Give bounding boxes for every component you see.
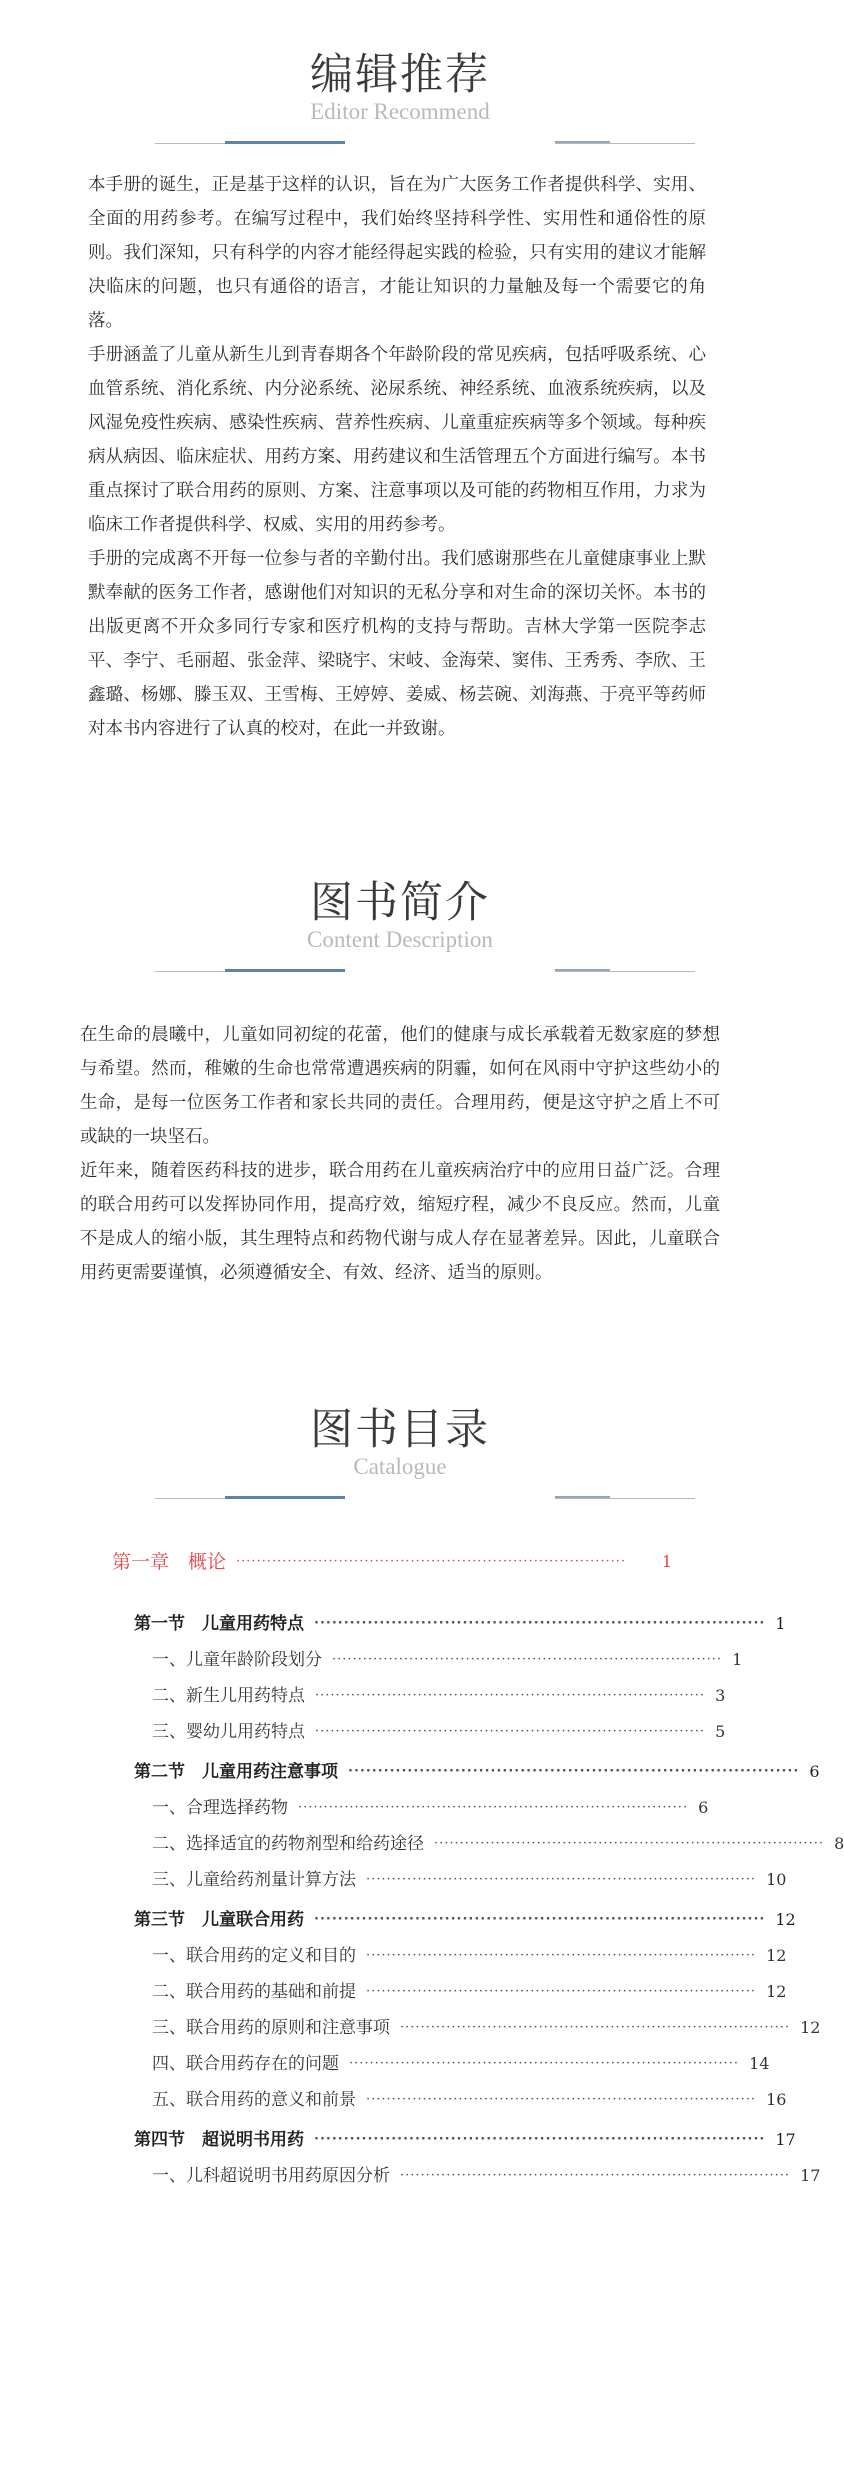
toc-page-number: 12 bbox=[766, 1946, 787, 1965]
toc-leader: ············································································ bbox=[349, 2056, 740, 2071]
toc-leader: ············································································ bbox=[314, 1616, 766, 1631]
editor-heading bbox=[0, 45, 800, 165]
toc-page-number: 17 bbox=[800, 2166, 821, 2185]
toc-page-number: 3 bbox=[715, 1686, 726, 1705]
toc-item-label: 五、联合用药的意义和前景 bbox=[152, 2090, 356, 2110]
editor-paragraph: 手册涵盖了儿童从新生儿到青春期各个年龄阶段的常见疾病，包括呼吸系统、心血管系统、消化系统、内分泌系统、泌尿系统、神经系统、血液系统疾病，以及风湿免疫性疾病、感染性疾病、营养性疾病、儿童重症疾病等多个领域。每种疾病从病因、临床症状、用药方案、用药建议和生活管理五个方面进行编写。本书重点探讨了联合用药的原则、方案、注意事项以及可能的药物相互作用，力求为临床工作者提供科学、权威、实用的用药参考。 bbox=[88, 345, 706, 535]
toc-section-label: 第三节 儿童联合用药 bbox=[134, 1910, 304, 1930]
heading-rule-right bbox=[555, 143, 695, 144]
toc-section-label: 第一节 儿童用药特点 bbox=[134, 1614, 304, 1634]
heading-accent-left bbox=[225, 1496, 345, 1499]
toc-item-label: 二、选择适宜的药物剂型和给药途径 bbox=[152, 1834, 424, 1854]
toc-leader: ············································································ bbox=[400, 2168, 791, 2183]
toc-leader: ············································································ bbox=[314, 1912, 766, 1927]
toc-item-label: 三、婴幼儿用药特点 bbox=[152, 1722, 305, 1742]
toc-page-number: 12 bbox=[766, 1982, 787, 2001]
table-of-contents bbox=[112, 1532, 844, 2194]
toc-item-label: 一、儿童年龄阶段划分 bbox=[152, 1650, 322, 1670]
toc-page-number: 6 bbox=[809, 1762, 820, 1781]
toc-section[interactable] bbox=[112, 1606, 786, 1642]
toc-leader: ············································································ bbox=[332, 1652, 723, 1667]
toc-leader: ············································································ bbox=[348, 1764, 800, 1779]
toc-item[interactable] bbox=[112, 2158, 821, 2194]
catalogue-title-en: Catalogue bbox=[353, 1454, 447, 1479]
toc-leader: ············································································ bbox=[434, 1836, 825, 1851]
toc-page-number: 8 bbox=[834, 1834, 844, 1853]
editor-paragraph: 手册的完成离不开每一位参与者的辛勤付出。我们感谢那些在儿童健康事业上默默奉献的医务工作者，感谢他们对知识的无私分享和对生命的深切关怀。本书的出版更离不开众多同行专家和医疗机构的支持与帮助。吉林大学第一医院李志平、李宁、毛丽超、张金萍、梁晓宇、宋岐、金海荣、窦伟、王秀秀、李欣、王鑫璐、杨娜、滕玉双、王雪梅、王婷婷、姜威、杨芸碗、刘海燕、于亮平等药师对本书内容进行了认真的校对，在此一并致谢。 bbox=[88, 549, 706, 739]
toc-page-number: 6 bbox=[698, 1798, 709, 1817]
intro-paragraph: 近年来，随着医药科技的进步，联合用药在儿童疾病治疗中的应用日益广泛。合理的联合用药可以发挥协同作用，提高疗效，缩短疗程，减少不良反应。然而，儿童不是成人的缩小版，其生理特点和药物代谢与成人存在显著差异。因此，儿童联合用药更需要谨慎，必须遵循安全、有效、经济、适当的原则。 bbox=[80, 1161, 720, 1283]
intro-paragraph: 在生命的晨曦中，儿童如同初绽的花蕾，他们的健康与成长承载着无数家庭的梦想与希望。然而，稚嫩的生命也常常遭遇疾病的阴霾，如何在风雨中守护这些幼小的生命，是每一位医务工作者和家长共同的责任。合理用药，便是这守护之盾上不可或缺的一块坚石。 bbox=[80, 1025, 720, 1147]
toc-item-label: 三、联合用药的原则和注意事项 bbox=[152, 2018, 390, 2038]
toc-leader: ············································································ bbox=[366, 1872, 757, 1887]
heading-accent-left bbox=[225, 141, 345, 144]
toc-item[interactable] bbox=[112, 1678, 726, 1714]
catalogue-title-cn: 图书目录 bbox=[310, 1405, 490, 1455]
toc-item-label: 二、新生儿用药特点 bbox=[152, 1686, 305, 1706]
toc-item[interactable] bbox=[112, 1862, 787, 1898]
toc-chapter-label: 第一章 概论 bbox=[112, 1551, 227, 1573]
intro-title-cn: 图书简介 bbox=[310, 878, 490, 928]
toc-section[interactable] bbox=[112, 2122, 796, 2158]
toc-item[interactable] bbox=[112, 1714, 726, 1750]
catalogue-heading bbox=[0, 1400, 800, 1520]
toc-page-number: 1 bbox=[775, 1614, 786, 1633]
toc-leader: ············································································ bbox=[236, 1554, 627, 1569]
toc-page-number: 1 bbox=[732, 1650, 743, 1669]
toc-item[interactable] bbox=[112, 2010, 821, 2046]
heading-accent-right bbox=[555, 1496, 610, 1498]
toc-item[interactable] bbox=[112, 2082, 787, 2118]
toc-item-label: 二、联合用药的基础和前提 bbox=[152, 1982, 356, 2002]
toc-item-label: 一、联合用药的定义和目的 bbox=[152, 1946, 356, 1966]
toc-leader: ············································································ bbox=[315, 1724, 706, 1739]
toc-section-label: 第二节 儿童用药注意事项 bbox=[134, 1762, 338, 1782]
toc-page-number: 12 bbox=[800, 2018, 821, 2037]
toc-leader: ············································································ bbox=[366, 2092, 757, 2107]
toc-leader: ············································································ bbox=[400, 2020, 791, 2035]
toc-item-label: 一、合理选择药物 bbox=[152, 1798, 288, 1818]
toc-page-number: 17 bbox=[775, 2130, 796, 2149]
toc-item[interactable] bbox=[112, 1974, 787, 2010]
toc-item[interactable] bbox=[112, 1826, 844, 1862]
toc-leader: ············································································ bbox=[314, 2132, 766, 2147]
toc-item[interactable] bbox=[112, 2046, 770, 2082]
toc-leader: ············································································ bbox=[366, 1948, 757, 1963]
toc-leader: ············································································ bbox=[366, 1984, 757, 1999]
toc-item[interactable] bbox=[112, 1790, 709, 1826]
intro-title-en: Content Description bbox=[307, 927, 493, 952]
heading-accent-right bbox=[555, 969, 610, 971]
toc-item[interactable] bbox=[112, 1642, 743, 1678]
heading-accent-left bbox=[225, 969, 345, 972]
toc-item-label: 四、联合用药存在的问题 bbox=[152, 2054, 339, 2074]
heading-rule-right bbox=[555, 971, 695, 972]
toc-section-label: 第四节 超说明书用药 bbox=[134, 2130, 304, 2150]
toc-page-number: 14 bbox=[749, 2054, 770, 2073]
toc-item[interactable] bbox=[112, 1938, 787, 1974]
toc-page-number: 10 bbox=[766, 1870, 787, 1889]
intro-body bbox=[80, 1018, 720, 1290]
toc-item-label: 三、儿童给药剂量计算方法 bbox=[152, 1870, 356, 1890]
toc-page-number: 12 bbox=[775, 1910, 796, 1929]
heading-accent-right bbox=[555, 141, 610, 143]
toc-item-label: 一、儿科超说明书用药原因分析 bbox=[152, 2166, 390, 2186]
toc-leader: ············································································ bbox=[298, 1800, 689, 1815]
toc-section[interactable] bbox=[112, 1902, 796, 1938]
toc-section[interactable] bbox=[112, 1754, 820, 1790]
editor-title-cn: 编辑推荐 bbox=[310, 50, 490, 100]
toc-page-number: 16 bbox=[766, 2090, 787, 2109]
heading-rule-right bbox=[555, 1498, 695, 1499]
toc-chapter[interactable] bbox=[112, 1532, 672, 1592]
toc-leader: ············································································ bbox=[315, 1688, 706, 1703]
toc-page-number: 5 bbox=[715, 1722, 726, 1741]
toc-page-number: 1 bbox=[661, 1552, 672, 1571]
editor-body bbox=[88, 168, 706, 746]
editor-paragraph: 本手册的诞生，正是基于这样的认识，旨在为广大医务工作者提供科学、实用、全面的用药参考。在编写过程中，我们始终坚持科学性、实用性和通俗性的原则。我们深知，只有科学的内容才能经得起实践的检验，只有实用的建议才能解决临床的问题，也只有通俗的语言，才能让知识的力量触及每一个需要它的角落。 bbox=[88, 175, 706, 331]
editor-title-en: Editor Recommend bbox=[310, 99, 490, 124]
intro-heading bbox=[0, 873, 800, 993]
